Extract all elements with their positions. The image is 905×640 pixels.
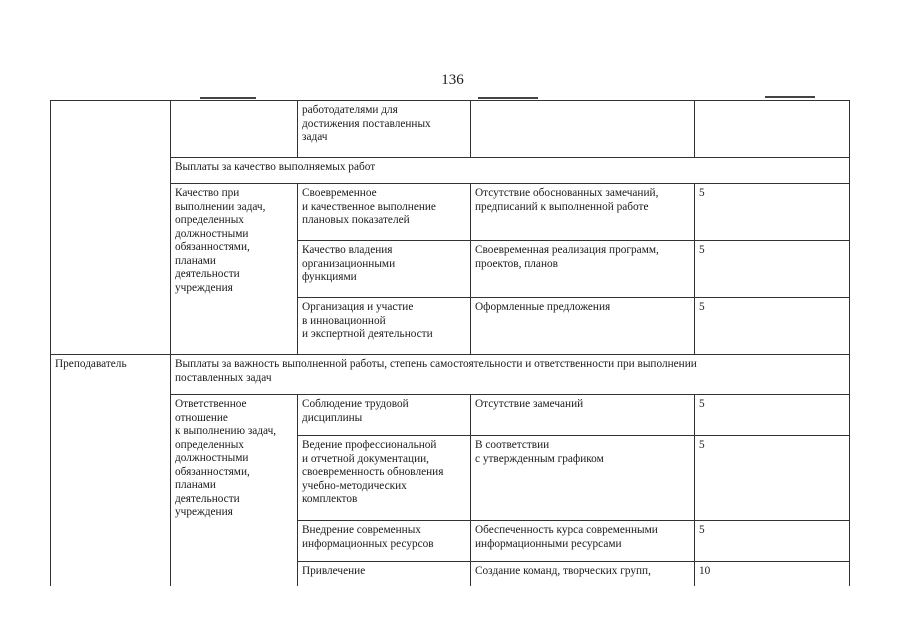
points-cell: 10 <box>695 562 850 587</box>
table-row <box>51 395 850 436</box>
table-row <box>51 355 850 395</box>
criterion-cell <box>471 101 695 158</box>
criterion-cell: Обеспеченность курса современными информационными ресурсами <box>471 521 695 562</box>
indicator-cell: Своевременное и качественное выполнение плановых показателей <box>298 184 471 241</box>
points-cell: 5 <box>695 395 850 436</box>
criterion-cell: Отсутствие обоснованных замечаний, предписаний к выполненной работе <box>471 184 695 241</box>
points-cell: 5 <box>695 436 850 521</box>
indicator-cell: Привлечение <box>298 562 471 587</box>
indicator-cell: Организация и участие в инновационной и экспертной деятельности <box>298 298 471 355</box>
indicator-cell: Ведение профессиональной и отчетной документации, своевременность обновления учебно-методических комплектов <box>298 436 471 521</box>
table-row <box>51 184 850 241</box>
criterion-cell: Создание команд, творческих групп, <box>471 562 695 587</box>
criterion-cell: Оформленные предложения <box>471 298 695 355</box>
indicator-cell: Качество владения организационными функциями <box>298 241 471 298</box>
position-cell <box>51 101 171 355</box>
position-cell: Преподаватель <box>51 355 171 587</box>
group-criterion-cell: Качество при выполнении задач, определенных должностными обязанностями, планами деятельности учреждения <box>171 184 298 355</box>
section-title: Выплаты за качество выполняемых работ <box>171 158 850 184</box>
scan-artifact-line <box>478 97 538 99</box>
points-cell: 5 <box>695 184 850 241</box>
criterion-cell: Отсутствие замечаний <box>471 395 695 436</box>
table-row <box>51 101 850 158</box>
page-number: 136 <box>441 72 464 88</box>
scan-artifact-line <box>765 96 815 98</box>
payments-criteria-table <box>50 100 850 586</box>
section-title: Выплаты за важность выполненной работы, степень самостоятельности и ответственности при выполнении поставленных задач <box>171 355 850 395</box>
points-cell: 5 <box>695 521 850 562</box>
group-criterion-cell: Ответственное отношение к выполнению задач, определенных должностными обязанностями, планами деятельности учреждения <box>171 395 298 587</box>
group-criterion-cell <box>171 101 298 158</box>
points-cell: 5 <box>695 298 850 355</box>
criterion-cell: Своевременная реализация программ, проектов, планов <box>471 241 695 298</box>
criterion-cell: В соответствии с утвержденным графиком <box>471 436 695 521</box>
table-row <box>51 158 850 184</box>
indicator-cell: работодателями для достижения поставленных задач <box>298 101 471 158</box>
indicator-cell: Внедрение современных информационных ресурсов <box>298 521 471 562</box>
scan-artifact-line <box>200 97 256 99</box>
points-cell: 5 <box>695 241 850 298</box>
indicator-cell: Соблюдение трудовой дисциплины <box>298 395 471 436</box>
points-cell <box>695 101 850 158</box>
